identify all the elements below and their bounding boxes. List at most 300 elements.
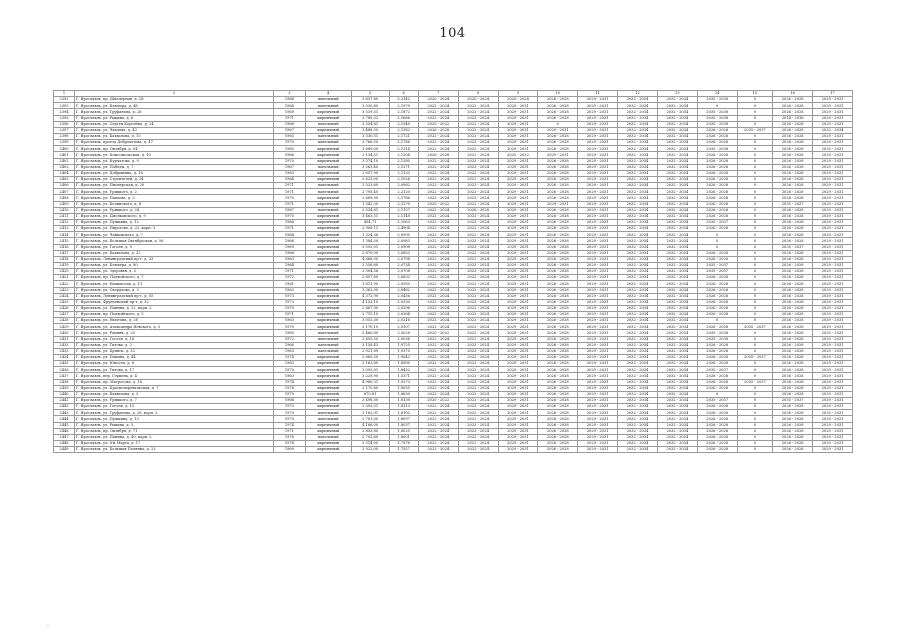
table-cell: 2029 - 2031	[813, 269, 853, 275]
table-cell: 2,0107	[389, 324, 418, 330]
table-cell: 2,1314	[389, 146, 418, 152]
table-cell: 2022 - 2024	[458, 355, 498, 361]
table-cell: 2029 - 2031	[498, 441, 538, 447]
table-cell: 2022 - 2024	[418, 336, 458, 342]
table-cell: Г. Ярославль, ул. Белинского, д. 8	[74, 201, 273, 207]
table-cell: 3 574,10	[351, 158, 389, 164]
table-cell: 2426	[54, 305, 75, 311]
table-cell: 2026 - 2028	[697, 201, 737, 207]
table-cell: 1970	[274, 195, 305, 201]
table-cell: 2032 - 2034	[657, 379, 697, 385]
table-cell: 2029 - 2031	[498, 238, 538, 244]
table-cell: 2022 - 2024	[458, 226, 498, 232]
table-cell: Г. Ярославль, ул. Блюхера, д. 48	[74, 103, 273, 109]
table-cell: 2029 - 2031	[538, 127, 578, 133]
table-cell: 2026 - 2028	[697, 379, 737, 385]
table-cell: 2026 - 2028	[538, 170, 578, 176]
table-cell: 1971	[274, 115, 305, 121]
table-cell: 2032 - 2034	[657, 447, 697, 453]
table-cell: 2022 - 2024	[418, 232, 458, 238]
table-cell: 2029 - 2031	[578, 152, 618, 158]
table-cell: 2032 - 2034	[618, 256, 658, 262]
table-cell: 1966	[274, 152, 305, 158]
table-cell: 2026 - 2028	[538, 385, 578, 391]
table-cell: 2029 - 2031	[813, 164, 853, 170]
table-cell: 3 554,81	[351, 121, 389, 127]
table-cell: 2,0734	[389, 262, 418, 268]
table-cell: 2032 - 2034	[618, 428, 658, 434]
table-cell: 2,0982	[389, 183, 418, 189]
table-cell: 2029 - 2031	[498, 385, 538, 391]
table-cell: 2421	[54, 275, 75, 281]
table-cell: 2032 - 2034	[618, 158, 658, 164]
table-cell: 2029 - 2031	[813, 391, 853, 397]
table-cell: 0	[737, 398, 773, 404]
table-cell: 1970	[274, 140, 305, 146]
table-cell: 2032 - 2034	[618, 176, 658, 182]
table-cell: 2416	[54, 244, 75, 250]
table-cell: 0	[737, 250, 773, 256]
table-cell: 2026 - 2028	[773, 121, 813, 127]
table-cell: кирпичный	[305, 269, 351, 275]
table-cell: Г. Ярославль, ул. Александра Невского, д. 3	[74, 324, 273, 330]
table-cell: 2026 - 2028	[538, 361, 578, 367]
table-cell: 2029 - 2031	[498, 103, 538, 109]
table-cell: 2026 - 2028	[538, 367, 578, 373]
table-cell: 2029 - 2031	[578, 97, 618, 103]
table-cell: кирпичный	[305, 293, 351, 299]
table-cell: 2029 - 2031	[498, 324, 538, 330]
table-cell: 2029 - 2031	[578, 434, 618, 440]
table-cell: 2032 - 2034	[657, 422, 697, 428]
table-cell: кирпичный	[305, 428, 351, 434]
table-cell: Г. Ярославль, ул. Нахимсона, д. 11	[74, 281, 273, 287]
table-cell: 2022 - 2024	[418, 109, 458, 115]
table-cell: 2432	[54, 342, 75, 348]
page-number: 104	[439, 26, 466, 41]
table-cell: Г. Ярославль, ул. Труфанова, д. 28	[74, 109, 273, 115]
table-cell: кирпичный	[305, 305, 351, 311]
table-cell: кирпичный	[305, 398, 351, 404]
table-cell: 2032 - 2034	[657, 324, 697, 330]
table-cell: Г. Ярославль, ул. Победы, д. 7	[74, 164, 273, 170]
table-cell: 2029 - 2031	[498, 281, 538, 287]
table-cell: 2396	[54, 121, 75, 127]
table-cell: 2026 - 2028	[773, 250, 813, 256]
table-cell: 2029 - 2031	[498, 312, 538, 318]
table-cell: 2032 - 2034	[657, 127, 697, 133]
table-cell: 2026 - 2028	[773, 330, 813, 336]
table-cell: 2032 - 2034	[618, 373, 658, 379]
table-cell: 2,1026	[389, 176, 418, 182]
table-cell: кирпичный	[305, 170, 351, 176]
table-cell: 2026 - 2028	[538, 348, 578, 354]
table-cell: Г. Ярославль, ул. Пушкина, д. 13	[74, 416, 273, 422]
table-cell: 1,8025	[389, 428, 418, 434]
table-cell: 1,5371	[389, 373, 418, 379]
table-cell: 2029 - 2031	[813, 262, 853, 268]
table-cell: 2029 - 2031	[578, 373, 618, 379]
table-cell: 2032 - 2034	[618, 201, 658, 207]
table-cell: 2029 - 2031	[813, 250, 853, 256]
table-cell: 2417	[54, 250, 75, 256]
table-cell: Г. Ярославль, ул. Большая Октябрьская, д. 56	[74, 238, 273, 244]
table-cell: 2032 - 2034	[657, 250, 697, 256]
table-cell: 2026 - 2028	[538, 373, 578, 379]
table-cell: Г. Ярославль, ул. Сергея Королёва, д. 24	[74, 121, 273, 127]
table-cell: 2026 - 2028	[538, 355, 578, 361]
table-cell: 2399	[54, 140, 75, 146]
table-cell: Г. Ярославль, ул. Гоголя, д. 15	[74, 404, 273, 410]
table-cell: 2 857,60	[351, 275, 389, 281]
table-cell: 2032 - 2034	[657, 146, 697, 152]
table-cell: 2029 - 2031	[498, 109, 538, 115]
table-cell: 2026 - 2028	[538, 158, 578, 164]
table-cell: 2032 - 2034	[657, 355, 697, 361]
table-cell: панельный	[305, 164, 351, 170]
table-cell: 2026 - 2028	[538, 256, 578, 262]
table-cell: 0	[737, 109, 773, 115]
table-cell: 2022 - 2024	[418, 244, 458, 250]
table-cell: 2029 - 2031	[578, 398, 618, 404]
table-cell: 2022 - 2024	[418, 176, 458, 182]
table-cell: 2 504,56	[351, 269, 389, 275]
table-cell: 2032 - 2034	[618, 385, 658, 391]
table-cell: 2026 - 2028	[538, 250, 578, 256]
table-cell: Г. Ярославль, ул. Циолковского, д. 9	[74, 213, 273, 219]
table-cell: 2 870,00	[351, 250, 389, 256]
table-cell: 2029 - 2031	[813, 410, 853, 416]
table-cell: 2032 - 2034	[657, 287, 697, 293]
table-cell: 3 637,80	[351, 97, 389, 103]
table-cell: 2026 - 2028	[773, 373, 813, 379]
column-header: 14	[697, 91, 737, 97]
table-cell: 2029 - 2031	[813, 244, 853, 250]
table-cell: 0	[737, 115, 773, 121]
table-cell: 2032 - 2034	[657, 416, 697, 422]
table-cell: 1966	[274, 342, 305, 348]
table-cell: 2026 - 2028	[773, 269, 813, 275]
table-cell: 2022 - 2024	[418, 103, 458, 109]
table-cell: 2 715,10	[351, 312, 389, 318]
table-cell: 1971	[274, 201, 305, 207]
table-cell: 2029 - 2031	[813, 428, 853, 434]
table-cell: 1974	[274, 379, 305, 385]
table-cell: 2029 - 2031	[498, 287, 538, 293]
table-cell: 1 342,30	[351, 201, 389, 207]
table-cell: 2022 - 2024	[418, 293, 458, 299]
table-cell: 2392	[54, 97, 75, 103]
table-cell: 2,0436	[389, 293, 418, 299]
table-cell: 2022 - 2024	[418, 355, 458, 361]
table-cell: 2029 - 2031	[498, 170, 538, 176]
table-cell: 1970	[274, 416, 305, 422]
table-cell: 0	[737, 176, 773, 182]
table-cell: 3 498,30	[351, 398, 389, 404]
table-cell: 2026 - 2028	[697, 213, 737, 219]
table-cell: 2032 - 2034	[618, 336, 658, 342]
table-cell: 2026 - 2028	[538, 103, 578, 109]
table-cell: 2026 - 2028	[773, 127, 813, 133]
table-cell: 0	[737, 140, 773, 146]
table-cell: 2029 - 2031	[498, 361, 538, 367]
table-cell: 0	[737, 410, 773, 416]
table-cell: 2020 - 2024	[498, 97, 538, 103]
table-cell: 2026 - 2028	[538, 164, 578, 170]
table-cell: 2032 - 2034	[657, 336, 697, 342]
table-cell: 2441	[54, 398, 75, 404]
table-cell: 1976	[274, 385, 305, 391]
table-cell: 0	[697, 391, 737, 397]
table-cell: Г. Ярославль, ул. Труфанова, д. 28, корп. 2	[74, 410, 273, 416]
table-cell: 2035 - 2037	[773, 244, 813, 250]
table-cell: Г. Ярославль, ул. Добрынина, д. 16	[74, 170, 273, 176]
table-cell: 2029 - 2031	[578, 416, 618, 422]
table-cell: 0	[697, 238, 737, 244]
table-cell: 2032 - 2034	[618, 355, 658, 361]
table-cell: 2032 - 2034	[618, 324, 658, 330]
table-cell: 2022 - 2024	[458, 441, 498, 447]
table-cell: 2,0264	[389, 312, 418, 318]
table-cell: Г. Ярославль, ул. Юности, д. 6	[74, 361, 273, 367]
table-cell: 2,0036	[389, 336, 418, 342]
table-cell: 0	[697, 232, 737, 238]
table-cell: 2029 - 2031	[578, 428, 618, 434]
table-cell: 2405	[54, 176, 75, 182]
table-cell: 2032 - 2034	[618, 416, 658, 422]
table-cell: 3 523,60	[351, 183, 389, 189]
table-cell: 3 789,32	[351, 115, 389, 121]
table-cell: 2 922,00	[351, 447, 389, 453]
table-cell: 2029 - 2031	[578, 121, 618, 127]
table-cell: 2022 - 2024	[418, 391, 458, 397]
table-cell: 2,1271	[389, 164, 418, 170]
table-cell: Г. Ярославль, ул. Комсомольская, д. 10	[74, 152, 273, 158]
table-cell: панельный	[305, 140, 351, 146]
table-cell: 2032 - 2034	[657, 391, 697, 397]
table-cell: 2,0853	[389, 250, 418, 256]
table-cell: кирпичный	[305, 287, 351, 293]
table-cell: Г. Ярославль, пр. Октября, д. 71	[74, 428, 273, 434]
table-cell: 2022 - 2024	[418, 115, 458, 121]
table-cell: 0	[737, 256, 773, 262]
table-cell: 2409	[54, 201, 75, 207]
table-cell: 1963	[274, 133, 305, 139]
table-cell: 2029 - 2031	[813, 146, 853, 152]
table-cell: 2022 - 2024	[458, 410, 498, 416]
table-cell: 3 330,51	[351, 133, 389, 139]
table-cell: 2413	[54, 226, 75, 232]
table-cell: 2022 - 2024	[458, 391, 498, 397]
table-cell: 2,0708	[389, 269, 418, 275]
table-cell: 2035 - 2037	[737, 324, 773, 330]
table-cell: 2029 - 2031	[498, 219, 538, 225]
table-cell: кирпичный	[305, 238, 351, 244]
table-cell: 2424	[54, 293, 75, 299]
table-cell: 2434	[54, 355, 75, 361]
table-cell: 2029 - 2031	[578, 109, 618, 115]
table-cell: 2022 - 2024	[458, 367, 498, 373]
table-cell: 2032 - 2034	[618, 404, 658, 410]
table-cell: 2026 - 2028	[697, 226, 737, 232]
table-cell: 2032 - 2034	[657, 97, 697, 103]
table-cell: Г. Ярославль, пр. Подвойского, д. 7	[74, 275, 273, 281]
table-cell: 2029 - 2031	[813, 404, 853, 410]
table-cell: 2032 - 2034	[618, 109, 658, 115]
table-cell: 0	[737, 299, 773, 305]
table-cell: 2026 - 2028	[538, 97, 578, 103]
table-cell: 2026 - 2028	[697, 158, 737, 164]
table-cell: 2029 - 2031	[813, 140, 853, 146]
table-cell: 0	[737, 434, 773, 440]
table-cell: 2,1304	[389, 152, 418, 158]
table-cell: панельный	[305, 416, 351, 422]
table-cell: 2035 - 2037	[697, 398, 737, 404]
table-cell: 2026 - 2028	[538, 299, 578, 305]
table-cell: 2032 - 2034	[657, 256, 697, 262]
table-cell: 3 095,91	[351, 367, 389, 373]
column-header: 10	[538, 91, 578, 97]
table-cell: 2026 - 2028	[773, 416, 813, 422]
table-cell: 2032 - 2034	[618, 127, 658, 133]
table-cell: 2032 - 2034	[618, 250, 658, 256]
table-cell: 2,1786	[389, 195, 418, 201]
table-cell: 2,1872	[389, 109, 418, 115]
table-cell: 2020 - 2022	[418, 398, 458, 404]
table-cell: 2,1666	[389, 115, 418, 121]
table-cell: панельный	[305, 133, 351, 139]
table-cell: Г. Ярославль, проезд Доброхотова, д. 47	[74, 140, 273, 146]
table-cell: 2029 - 2031	[578, 262, 618, 268]
table-cell: 1974	[274, 441, 305, 447]
table-cell: 2026 - 2028	[773, 207, 813, 213]
table-cell: 2022 - 2024	[418, 305, 458, 311]
table-cell: 2032 - 2034	[657, 348, 697, 354]
table-cell: 1966	[274, 250, 305, 256]
table-cell: Г. Ярославль, ул. Бахвалова, д. 3	[74, 391, 273, 397]
table-cell: 2026 - 2028	[697, 207, 737, 213]
table-cell: 2,0482	[389, 287, 418, 293]
table-cell: 2026 - 2028	[773, 391, 813, 397]
table-cell: кирпичный	[305, 441, 351, 447]
table-cell: 2020 - 2022	[498, 152, 538, 158]
table-cell: 2029 - 2031	[578, 293, 618, 299]
table-cell: 2412	[54, 219, 75, 225]
table-cell: 1,8995	[389, 361, 418, 367]
table-cell: 2029 - 2031	[498, 428, 538, 434]
table-cell: 2022 - 2024	[418, 250, 458, 256]
footer-mark: -	[47, 622, 50, 629]
table-cell: Г. Ярославль, ул. Чкалова, д. 43	[74, 127, 273, 133]
table-cell: 1970	[274, 305, 305, 311]
table-cell: 2022 - 2024	[418, 189, 458, 195]
table-cell: 2029 - 2031	[813, 121, 853, 127]
table-cell: 2029 - 2031	[578, 201, 618, 207]
table-cell: 1966	[274, 398, 305, 404]
table-cell: 2032 - 2034	[618, 299, 658, 305]
table-cell: панельный	[305, 434, 351, 440]
table-cell: Г. Ярославль, Ленинградский пр-т, д. 55	[74, 293, 273, 299]
table-cell: 2022 - 2024	[418, 195, 458, 201]
table-cell: 1971	[274, 189, 305, 195]
table-cell: 2022 - 2024	[418, 133, 458, 139]
table-cell: кирпичный	[305, 213, 351, 219]
table-cell: 2029 - 2031	[578, 348, 618, 354]
table-cell: 0	[737, 238, 773, 244]
table-cell: Г. Ярославль, ул. Пушкина, д. 12	[74, 219, 273, 225]
table-cell: 2026 - 2028	[538, 219, 578, 225]
table-cell: 2032 - 2034	[618, 391, 658, 397]
table-cell: 2,0983	[389, 238, 418, 244]
table-cell: 2026 - 2028	[773, 213, 813, 219]
table-cell: 3 488,30	[351, 127, 389, 133]
table-cell: 2026 - 2028	[773, 355, 813, 361]
table-cell: 3 766,50	[351, 140, 389, 146]
table-cell: 2427	[54, 312, 75, 318]
table-cell: 2022 - 2024	[458, 170, 498, 176]
table-cell: Г. Ярославль, ул. Красноперевальская, д. 7	[74, 385, 273, 391]
table-cell: 2022 - 2024	[458, 213, 498, 219]
table-cell: 2026 - 2028	[773, 195, 813, 201]
table-cell: 2029 - 2031	[813, 133, 853, 139]
table-cell: кирпичный	[305, 115, 351, 121]
table-cell: 2415	[54, 238, 75, 244]
table-cell: 4 980,31	[351, 379, 389, 385]
table-cell: 2422	[54, 281, 75, 287]
table-cell: панельный	[305, 342, 351, 348]
table-cell: Г. Ярославль, ул. Урицкого, д. 7	[74, 398, 273, 404]
column-header: 9	[498, 91, 538, 97]
table-cell: 2029 - 2031	[813, 373, 853, 379]
table-cell: 1970	[274, 367, 305, 373]
table-cell: 3 534,81	[351, 207, 389, 213]
table-cell: 2411	[54, 213, 75, 219]
table-cell: 2032 - 2034	[657, 176, 697, 182]
table-cell: панельный	[305, 348, 351, 354]
table-cell: Г. Ярославль, ул. Пионерская, д. 20	[74, 183, 273, 189]
table-cell: 2032 - 2034	[657, 238, 697, 244]
table-cell: кирпичный	[305, 373, 351, 379]
table-cell: 0	[737, 213, 773, 219]
table-cell: 2029 - 2031	[813, 256, 853, 262]
table-cell: 1,7927	[389, 447, 418, 453]
table-cell: 2022 - 2024	[418, 410, 458, 416]
table-cell: 2022 - 2024	[458, 422, 498, 428]
table-cell: 2035 - 2037	[773, 201, 813, 207]
table-cell: 2026 - 2028	[773, 336, 813, 342]
table-cell: 0	[737, 373, 773, 379]
table-cell: 2026 - 2028	[773, 422, 813, 428]
table-cell: 2026 - 2028	[538, 441, 578, 447]
table-cell: 2026 - 2028	[773, 109, 813, 115]
table-cell: 2022 - 2024	[418, 262, 458, 268]
table-cell: 2032 - 2034	[618, 434, 658, 440]
table-cell: Г. Ярославль, пр. Шпалерная, д. 28	[74, 97, 273, 103]
table-cell: 2035 - 2037	[697, 219, 737, 225]
table-cell: 2022 - 2024	[458, 336, 498, 342]
table-cell: 2433	[54, 348, 75, 354]
table-cell: Г. Ярославль, ул. Рыкина, д. 6	[74, 115, 273, 121]
table-cell: 2026 - 2028	[773, 133, 813, 139]
table-cell: 3 053,30	[351, 318, 389, 324]
table-cell: 2029 - 2031	[498, 404, 538, 410]
table-cell: 1966	[274, 219, 305, 225]
table-cell: 2026 - 2028	[697, 275, 737, 281]
table-cell: 2032 - 2034	[813, 127, 853, 133]
table-cell: Г. Ярославль, Ленинградский пр-т, д. 33	[74, 256, 273, 262]
table-cell: 2032 - 2034	[657, 404, 697, 410]
table-cell: 0	[737, 385, 773, 391]
